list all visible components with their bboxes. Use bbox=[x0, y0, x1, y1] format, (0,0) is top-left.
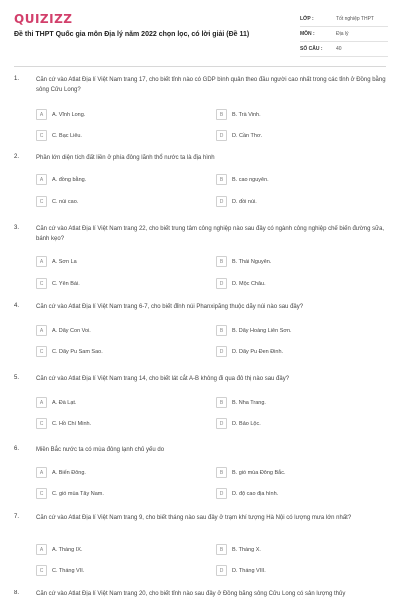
option-letter: B bbox=[216, 256, 227, 267]
option-a[interactable] bbox=[36, 397, 186, 408]
option-letter: D bbox=[216, 196, 227, 207]
option-text: D. Tháng VIII. bbox=[232, 567, 266, 574]
question-7 bbox=[0, 514, 400, 590]
meta-value: Địa lý bbox=[336, 31, 349, 37]
question-1 bbox=[0, 76, 400, 154]
option-text: C. Dãy Pu Sam Sao. bbox=[52, 348, 103, 355]
question-text: Căn cứ vào Atlat Địa lí Việt Nam trang 17, cho biết tỉnh nào có GDP bình quân theo đầu người cao nhất trong các tỉnh ở Đồng bằng sông Cửu Long? bbox=[36, 77, 386, 93]
question-number: 4. bbox=[14, 303, 20, 309]
option-d[interactable] bbox=[216, 488, 366, 499]
option-letter: C bbox=[36, 278, 47, 289]
option-a[interactable] bbox=[36, 467, 186, 478]
option-a[interactable] bbox=[36, 544, 186, 555]
option-text: C. núi cao. bbox=[52, 198, 79, 205]
question-3 bbox=[0, 225, 400, 303]
option-b[interactable] bbox=[216, 109, 366, 120]
option-d[interactable] bbox=[216, 418, 366, 429]
option-text: A. Tháng IX. bbox=[52, 546, 83, 553]
option-text: A. Biển Đông. bbox=[52, 469, 86, 476]
meta-row-count bbox=[300, 42, 388, 57]
option-letter: B bbox=[216, 467, 227, 478]
option-text: C. Yên Bái. bbox=[52, 280, 80, 287]
option-text: B. Dãy Hoàng Liên Sơn. bbox=[232, 327, 292, 334]
header-divider bbox=[14, 66, 386, 67]
option-d[interactable] bbox=[216, 196, 366, 207]
option-b[interactable] bbox=[216, 544, 366, 555]
page-title: Đề thi THPT Quốc gia môn Địa lý năm 2022 chọn lọc, có lời giải (Đề 11) bbox=[14, 31, 250, 38]
option-letter: C bbox=[36, 565, 47, 576]
option-letter: A bbox=[36, 544, 47, 555]
option-c[interactable] bbox=[36, 196, 186, 207]
question-number: 6. bbox=[14, 446, 20, 452]
option-c[interactable] bbox=[36, 488, 186, 499]
option-c[interactable] bbox=[36, 565, 186, 576]
question-number: 3. bbox=[14, 225, 20, 231]
option-letter: B bbox=[216, 544, 227, 555]
option-text: B. Nha Trang. bbox=[232, 399, 266, 406]
question-text: Căn cứ vào Atlat Địa lí Việt Nam trang 14, cho biết lát cắt A-B không đi qua đô thị nào sau đây? bbox=[36, 376, 290, 382]
option-letter: D bbox=[216, 488, 227, 499]
option-letter: A bbox=[36, 256, 47, 267]
option-b[interactable] bbox=[216, 325, 366, 336]
option-letter: D bbox=[216, 346, 227, 357]
option-letter: A bbox=[36, 397, 47, 408]
option-text: B. Tháng X. bbox=[232, 546, 261, 553]
question-text: Căn cứ vào Atlat Địa lí Việt Nam trang 6-7, cho biết đỉnh núi Phanxipăng thuộc dãy núi nào sau đây? bbox=[36, 304, 304, 310]
option-text: D. Dãy Pu Đen Đinh. bbox=[232, 348, 284, 355]
option-letter: C bbox=[36, 346, 47, 357]
option-d[interactable] bbox=[216, 565, 366, 576]
option-a[interactable] bbox=[36, 174, 186, 185]
option-d[interactable] bbox=[216, 278, 366, 289]
option-b[interactable] bbox=[216, 467, 366, 478]
option-text: A. Đà Lạt. bbox=[52, 399, 77, 406]
option-text: A. Vĩnh Long. bbox=[52, 111, 86, 118]
option-text: B. gió mùa Đông Bắc. bbox=[232, 469, 286, 476]
option-letter: D bbox=[216, 130, 227, 141]
meta-value: 40 bbox=[336, 46, 342, 52]
meta-row-class bbox=[300, 12, 388, 27]
question-5 bbox=[0, 375, 400, 446]
quizizz-logo: QUIZIZZ bbox=[14, 12, 73, 26]
option-text: D. đồi núi. bbox=[232, 198, 257, 205]
option-b[interactable] bbox=[216, 174, 366, 185]
option-text: C. gió mùa Tây Nam. bbox=[52, 490, 104, 497]
option-letter: D bbox=[216, 565, 227, 576]
option-c[interactable] bbox=[36, 346, 186, 357]
meta-table bbox=[300, 12, 388, 57]
question-number: 5. bbox=[14, 375, 20, 381]
option-letter: B bbox=[216, 109, 227, 120]
meta-value: Tốt nghiệp THPT bbox=[336, 16, 374, 22]
option-letter: D bbox=[216, 418, 227, 429]
option-text: A. đồng bằng. bbox=[52, 176, 87, 183]
option-text: A. Sơn La bbox=[52, 258, 77, 265]
question-list bbox=[0, 76, 400, 600]
option-text: B. Thái Nguyên. bbox=[232, 258, 272, 265]
option-d[interactable] bbox=[216, 346, 366, 357]
option-text: D. Bảo Lộc. bbox=[232, 420, 261, 427]
meta-key: MÔN : bbox=[300, 31, 315, 37]
option-b[interactable] bbox=[216, 397, 366, 408]
option-a[interactable] bbox=[36, 109, 186, 120]
option-c[interactable] bbox=[36, 418, 186, 429]
option-text: D. độ cao địa hình. bbox=[232, 490, 279, 497]
question-number: 8. bbox=[14, 590, 20, 596]
option-letter: A bbox=[36, 325, 47, 336]
option-letter: B bbox=[216, 174, 227, 185]
option-letter: C bbox=[36, 196, 47, 207]
question-8 bbox=[0, 590, 400, 600]
question-text: Phần lớn diện tích đất liền ở phía đông lãnh thổ nước ta là địa hình bbox=[36, 155, 215, 161]
option-text: B. cao nguyên. bbox=[232, 176, 269, 183]
question-4 bbox=[0, 303, 400, 375]
option-letter: C bbox=[36, 488, 47, 499]
option-letter: A bbox=[36, 467, 47, 478]
option-b[interactable] bbox=[216, 256, 366, 267]
option-text: C. Bạc Liêu. bbox=[52, 132, 82, 139]
question-6 bbox=[0, 446, 400, 514]
question-number: 2. bbox=[14, 154, 20, 160]
question-2 bbox=[0, 154, 400, 225]
option-a[interactable] bbox=[36, 256, 186, 267]
question-number: 7. bbox=[14, 514, 20, 520]
meta-key: SỐ CÂU : bbox=[300, 46, 323, 52]
question-text: Căn cứ vào Atlat Địa lí Việt Nam trang 20, cho biết tỉnh nào sau đây ở Đồng bằng sông Cửu Long có sản lượng thủy bbox=[36, 591, 346, 597]
option-c[interactable] bbox=[36, 130, 186, 141]
option-c[interactable] bbox=[36, 278, 186, 289]
question-text: Miền Bắc nước ta có mùa đông lạnh chủ yếu do bbox=[36, 447, 165, 453]
question-number: 1. bbox=[14, 76, 20, 82]
worksheet-header bbox=[0, 0, 400, 64]
option-letter: C bbox=[36, 130, 47, 141]
option-text: A. Dãy Con Voi. bbox=[52, 327, 91, 334]
option-letter: C bbox=[36, 418, 47, 429]
meta-key: LỚP : bbox=[300, 16, 314, 22]
option-text: C. Hồ Chí Minh. bbox=[52, 420, 92, 427]
option-letter: B bbox=[216, 325, 227, 336]
question-text: Căn cứ vào Atlat Địa lí Việt Nam trang 22, cho biết trung tâm công nghiệp nào sau đây có ngành công nghiệp chế biến đường sữa, bánh kẹo? bbox=[36, 226, 385, 242]
option-d[interactable] bbox=[216, 130, 366, 141]
option-letter: B bbox=[216, 397, 227, 408]
option-letter: D bbox=[216, 278, 227, 289]
option-text: C. Tháng VII. bbox=[52, 567, 85, 574]
option-letter: A bbox=[36, 109, 47, 120]
option-text: B. Trà Vinh. bbox=[232, 111, 261, 118]
option-text: D. Cần Thơ. bbox=[232, 132, 263, 139]
option-letter: A bbox=[36, 174, 47, 185]
meta-row-subject bbox=[300, 27, 388, 42]
question-text: Căn cứ vào Atlat Địa lí Việt Nam trang 9, cho biết tháng nào sau đây ở trạm khí tượng Hà Nội có lượng mưa lớn nhất? bbox=[36, 515, 352, 521]
option-a[interactable] bbox=[36, 325, 186, 336]
option-text: D. Mộc Châu. bbox=[232, 280, 266, 287]
